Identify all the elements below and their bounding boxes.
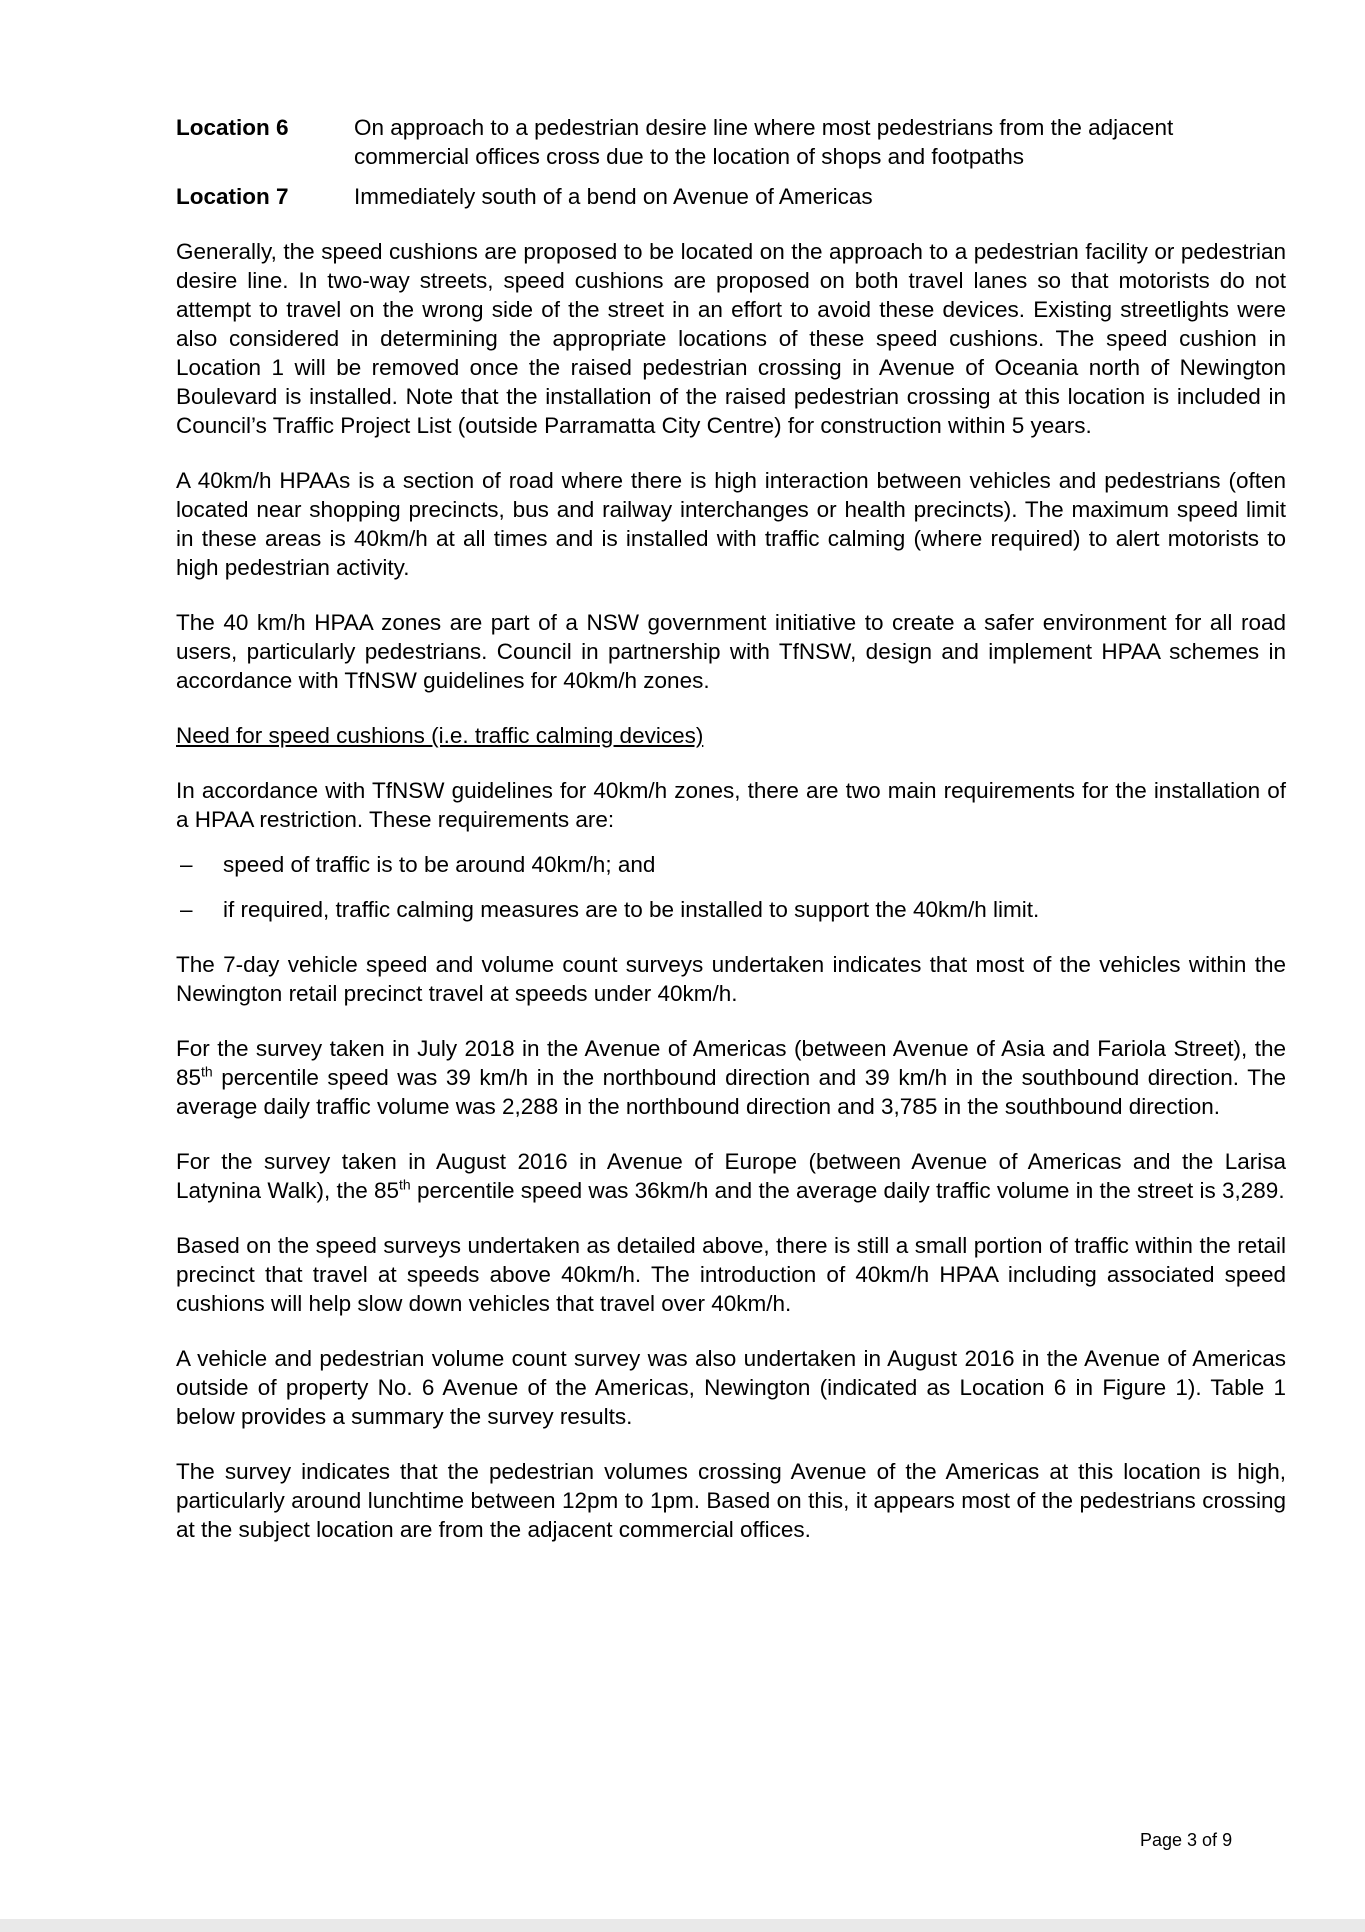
location-description: On approach to a pedestrian desire line where most pedestrians from the adjacent commercial offices cross due to the location of shops and footpaths (354, 115, 1174, 169)
superscript: th (399, 1176, 411, 1193)
location-label: Location 7 (176, 184, 289, 209)
dash-bullet-icon: – (180, 852, 193, 877)
list-item (176, 895, 1286, 924)
paragraph-europe-survey (176, 1147, 1286, 1205)
location-7-row (176, 182, 1286, 211)
paragraph-hpaa-initiative: The 40 km/h HPAA zones are part of a NSW government initiative to create a safer environment for all road users, particularly pedestrians. Council in partnership with TfNSW, design and implement HPAA schemes in accordance with TfNSW guidelines for 40km/h zones. (176, 610, 1286, 693)
list-item-text: if required, traffic calming measures are to be installed to support the 40km/h limit. (223, 897, 1040, 922)
section-heading: Need for speed cushions (i.e. traffic calming devices) (176, 723, 704, 748)
location-label: Location 6 (176, 115, 289, 140)
page-number: Page 3 of 9 (1140, 1830, 1233, 1850)
paragraph-hpaa-definition: A 40km/h HPAAs is a section of road where there is high interaction between vehicles and pedestrians (often located near shopping precincts, bus and railway interchanges or health precincts). The maximum speed limit in these areas is 40km/h at all times and is installed with traffic calming (where required) to alert motorists to high pedestrian activity. (176, 468, 1286, 580)
text-run: percentile speed was 39 km/h in the northbound direction and 39 km/h in the southbound direction. The average daily traffic volume was 2,288 in the northbound direction and 3,785 in the southbound direction. (176, 1065, 1286, 1119)
text-run: For the survey taken in August 2016 in Avenue of Europe (between Avenue of Americas and the Larisa Latynina Walk), the 85 (176, 1149, 1286, 1203)
page-bottom-edge (0, 1919, 1365, 1932)
location-6-row (176, 113, 1286, 171)
paragraph-pedestrian-survey: A vehicle and pedestrian volume count survey was also undertaken in August 2016 in the Avenue of Americas outside of property No. 6 Avenue of the Americas, Newington (indicated as Location 6 in Figure 1). Table 1 below provides a summary the survey results. (176, 1346, 1286, 1429)
paragraph-speed-conclusion: Based on the speed surveys undertaken as detailed above, there is still a small portion of traffic within the retail precinct that travel at speeds above 40km/h. The introduction of 40km/h HPAA including associated speed cushions will help slow down vehicles that travel over 40km/h. (176, 1233, 1286, 1316)
paragraph-pedestrian-conclusion: The survey indicates that the pedestrian volumes crossing Avenue of the Americas at this location is high, particularly around lunchtime between 12pm to 1pm. Based on this, it appears most of the pedestrians crossing at the subject location are from the adjacent commercial offices. (176, 1459, 1286, 1542)
paragraph-requirements-intro: In accordance with TfNSW guidelines for 40km/h zones, there are two main requirements for the installation of a HPAA restriction. These requirements are: (176, 778, 1286, 832)
location-description: Immediately south of a bend on Avenue of Americas (354, 184, 873, 209)
list-item (176, 850, 1286, 879)
text-run: percentile speed was 36km/h and the average daily traffic volume in the street is 3,289. (410, 1178, 1285, 1203)
paragraph-speed-cushion-locations: Generally, the speed cushions are proposed to be located on the approach to a pedestrian facility or pedestrian desire line. In two-way streets, speed cushions are proposed on both travel lanes so that motorists do not attempt to travel on the wrong side of the street in an effort to avoid these devices. Existing streetlights were also considered in determining the appropriate locations of these speed cushions. The speed cushion in Location 1 will be removed once the raised pedestrian crossing in Avenue of Oceania north of Newington Boulevard is installed. Note that the installation of the raised pedestrian crossing at this location is included in Council’s Traffic Project List (outside Parramatta City Centre) for construction within 5 years. (176, 239, 1286, 438)
dash-bullet-icon: – (180, 897, 193, 922)
list-item-text: speed of traffic is to be around 40km/h; and (223, 852, 656, 877)
document-page (176, 113, 1286, 1544)
paragraph-survey-summary: The 7-day vehicle speed and volume count surveys undertaken indicates that most of the vehicles within the Newington retail precinct travel at speeds under 40km/h. (176, 952, 1286, 1006)
paragraph-americas-survey (176, 1034, 1286, 1121)
superscript: th (201, 1063, 213, 1080)
text-run: For the survey taken in July 2018 in the Avenue of Americas (between Avenue of Asia and Fariola Street), the 85 (176, 1036, 1286, 1090)
